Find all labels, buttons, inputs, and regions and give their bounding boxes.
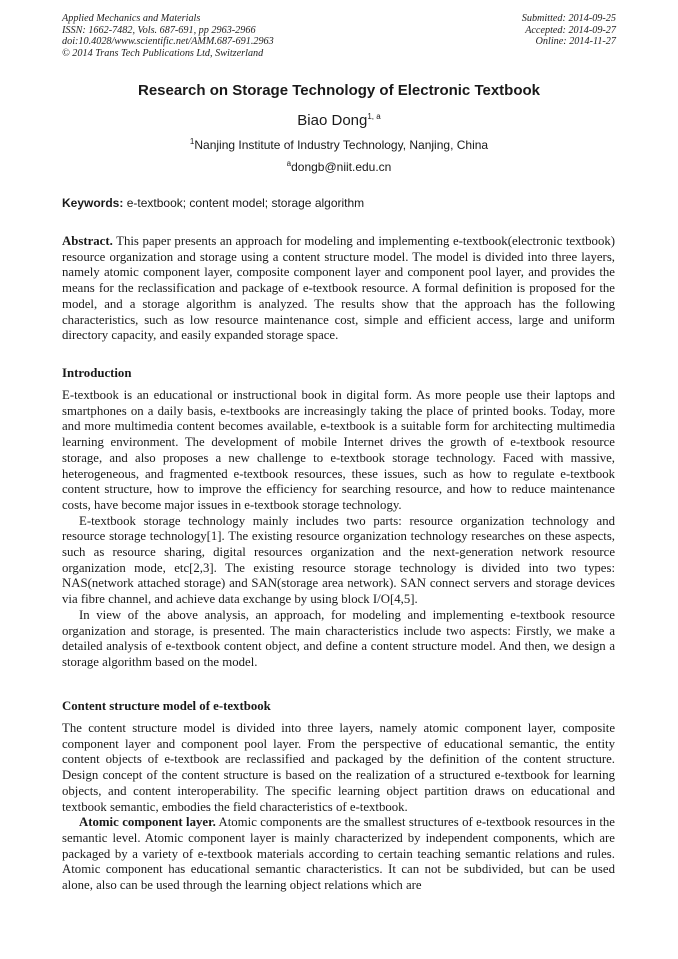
email-mark: a	[286, 159, 292, 168]
affiliation-text: Nanjing Institute of Industry Technology, Nanjing, China	[194, 138, 489, 152]
content-model-heading: Content structure model of e-textbook	[62, 699, 271, 713]
intro-paragraph-1: E-textbook is an educational or instructional book in digital form. As more people use their laptops and smartphones on a daily basis, e-textbooks are increasingly taking the place of printed books. Today, more and more multimedia content becomes available, e-textbook is a suitable form for architecting multimedia learning environment. The development of mobile Internet drives the growth of e-textbook resource storage, and also proposes a new challenge to e-textbook storage technology. Faced with massive, heterogeneous, and fragmented e-textbook resources, these issues, such as how to regulate e-textbook content structure, how to improve the efficiency for searching resource, and how to reduce maintenance costs, have become major issues in e-textbook storage technology.	[62, 388, 615, 512]
keywords-text: e-textbook; content model; storage algorithm	[126, 196, 365, 210]
submitted-date: Submitted: 2014-09-25	[521, 13, 616, 24]
affiliation-mark: 1	[189, 137, 195, 146]
intro-paragraph-2: E-textbook storage technology mainly includes two parts: resource organization technology and resource storage technology[1]. The existing resource organization technology researches on these aspects, such as resource sharing, digital resources organization and the next-generation network resource organization mode, etc[2,3]. The existing resource storage technology is divided into two types: NAS(network attached storage) and SAN(storage area network). SAN connect servers and storage devices via fibre channel, and achieve data exchange by using block I/O[4,5].	[62, 513, 615, 607]
journal-name: Applied Mechanics and Materials	[62, 13, 201, 24]
doi-info[interactable]: doi:10.4028/www.scientific.net/AMM.687-691.2963	[62, 36, 274, 47]
introduction-heading: Introduction	[62, 366, 132, 380]
email-line	[0, 160, 678, 174]
affiliation	[0, 138, 678, 152]
issn-info: ISSN: 1662-7482, Vols. 687-691, pp 2963-2966	[62, 24, 256, 36]
publication-dates	[522, 13, 616, 48]
copyright-info: © 2014 Trans Tech Publications Ltd, Switzerland	[62, 47, 264, 59]
abstract-text: This paper presents an approach for modeling and implementing e-textbook(electronic textbook) resource organization and storage using a content structure model. The model is divided into three layers, namely atomic component layer, composite component layer and component pool layer, and provides the means for the reclassification and package of e-textbook resource. A formal definition is proposed for the model, and a storage algorithm is analyzed. The results show that the approach has the following characteristics, such as low resource maintenance cost, simple and efficient access, large and uniform directory capacity, and easily expanded storage space.	[62, 234, 615, 343]
content-model-body	[62, 721, 615, 894]
content-model-paragraph-2	[62, 815, 615, 894]
accepted-date: Accepted: 2014-09-27	[525, 24, 616, 36]
introduction-body	[62, 388, 615, 671]
author-name: Biao Dong	[297, 112, 368, 129]
atomic-layer-label: Atomic component layer.	[79, 815, 216, 830]
email-address[interactable]: dongb@niit.edu.cn	[291, 160, 392, 174]
author-line	[0, 112, 678, 129]
content-model-paragraph-1: The content structure model is divided into three layers, namely atomic component layer, composite component layer and component pool layer. From the perspective of educational semantic, the entity content objects of e-textbook are reclassified and packaged by the definition of the content structure. Design concept of the content structure is based on the realization of a structured e-textbook for learning objects, and content interoperability. The specific learning object partition draws on educational and textbook semantic, embodies the field characteristics of e-textbook.	[62, 721, 615, 814]
keywords-label: Keywords:	[62, 196, 124, 210]
paper-title: Research on Storage Technology of Electronic Textbook	[137, 82, 541, 99]
atomic-layer-text: Atomic components are the smallest structures of e-textbook resources in the semantic level. Atomic component layer is mainly characterized by independent components, which are packaged by a variety of e-textbook materials according to certain teaching semantic relations and rules. Atomic component has educational semantic characteristics. It can not be subdivided, but can be used alone, also can be used through the learning object relations which are	[62, 815, 615, 893]
abstract-label: Abstract.	[62, 234, 113, 248]
intro-paragraph-3: In view of the above analysis, an approach, for modeling and implementing e-textbook resource organization and storage, is presented. The main characteristics include two aspects: Firstly, we make a detailed analysis of e-textbook content object, and define a content structure model. And then, we design a storage algorithm based on the model.	[62, 607, 615, 669]
online-date: Online: 2014-11-27	[535, 36, 616, 47]
author-marks: 1, a	[367, 112, 381, 121]
keywords	[62, 196, 364, 210]
abstract	[62, 234, 615, 344]
publication-info	[62, 13, 274, 59]
